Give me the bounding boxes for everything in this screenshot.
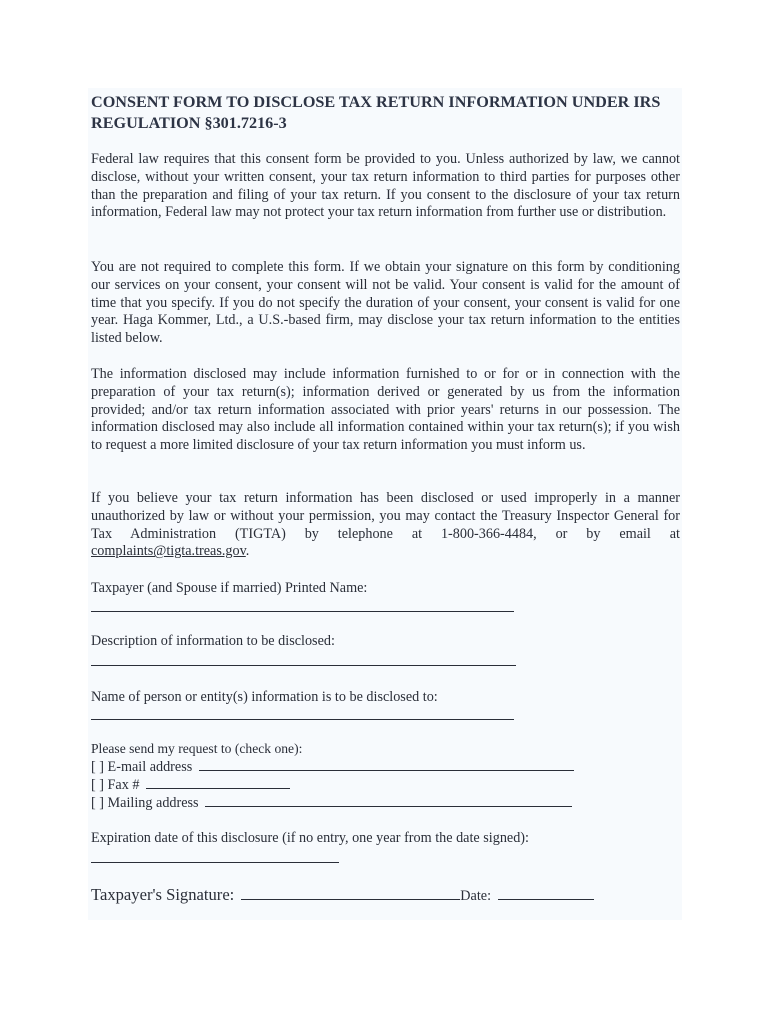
email-address-field[interactable] [199, 758, 574, 771]
tigta-contact-end: . [245, 543, 250, 560]
request-label: Please send my request to (check one): [91, 741, 303, 756]
signature-row [91, 885, 594, 905]
tigta-contact-paragraph [91, 490, 680, 561]
recipient-label: Name of person or entity(s) information is to be disclosed to: [91, 689, 438, 705]
expiration-label: Expiration date of this disclosure (if no entry, one year from the date signed): [91, 830, 529, 846]
consent-validity-paragraph: You are not required to complete this form. If we obtain your signature on this form by conditioning our services on your consent, your consent will not be valid. Your consent is valid for the amount of time that you specify. If you do not specify the duration of your consent, your consent is valid for one year. Haga Kommer, Ltd., a U.S.-based firm, may disclose your tax return information to the entities listed below. [91, 259, 680, 347]
description-field[interactable] [91, 665, 516, 666]
expiration-date-field[interactable] [91, 862, 339, 863]
mail-option-label: Mailing address [107, 795, 199, 811]
mail-option-row [91, 794, 572, 812]
email-option-row [91, 758, 574, 776]
tigta-email-link[interactable]: complaints@tigta.treas.gov [91, 543, 246, 560]
email-checkbox[interactable]: [ ] [91, 759, 104, 775]
taxpayer-name-field[interactable] [91, 611, 514, 612]
tigta-contact-text: If you believe your tax return information has been disclosed or used improperly in a manner unauthorized by law or without your permission, you may contact the Treasury Inspector General for Tax Administration (TIGTA) by telephone at 1-800-366-4484, or by email at [91, 490, 680, 542]
mail-checkbox[interactable]: [ ] [91, 795, 104, 811]
description-label: Description of information to be disclosed: [91, 633, 335, 649]
signature-field[interactable] [241, 885, 460, 900]
taxpayer-name-label: Taxpayer (and Spouse if married) Printed Name: [91, 580, 368, 596]
date-label: Date: [460, 888, 492, 904]
fax-option-label: Fax # [107, 777, 140, 793]
email-option-label: E-mail address [107, 759, 193, 775]
date-field[interactable] [498, 885, 594, 900]
signature-label: Taxpayer's Signature: [91, 885, 235, 904]
form-title: CONSENT FORM TO DISCLOSE TAX RETURN INFORMATION UNDER IRS REGULATION §301.7216-3 [91, 93, 661, 132]
mailing-address-field[interactable] [205, 794, 572, 807]
fax-option-row [91, 776, 290, 794]
fax-checkbox[interactable]: [ ] [91, 777, 104, 793]
fax-number-field[interactable] [146, 776, 290, 789]
information-disclosed-paragraph: The information disclosed may include information furnished to or for or in connection with the preparation of your tax return(s); information derived or generated by us from the information provided; and/or tax return information associated with prior years' returns in our possession. The information disclosed may also include all information contained within your tax return(s); if you wish to request a more limited disclosure of your tax return information you must inform us. [91, 366, 680, 454]
recipient-field[interactable] [91, 719, 514, 720]
intro-paragraph: Federal law requires that this consent form be provided to you. Unless authorized by law, we cannot disclose, without your written consent, your tax return information to third parties for purposes other than the preparation and filing of your tax return. If you consent to the disclosure of your tax return information, Federal law may not protect your tax return information from further use or distribution. [91, 151, 680, 221]
